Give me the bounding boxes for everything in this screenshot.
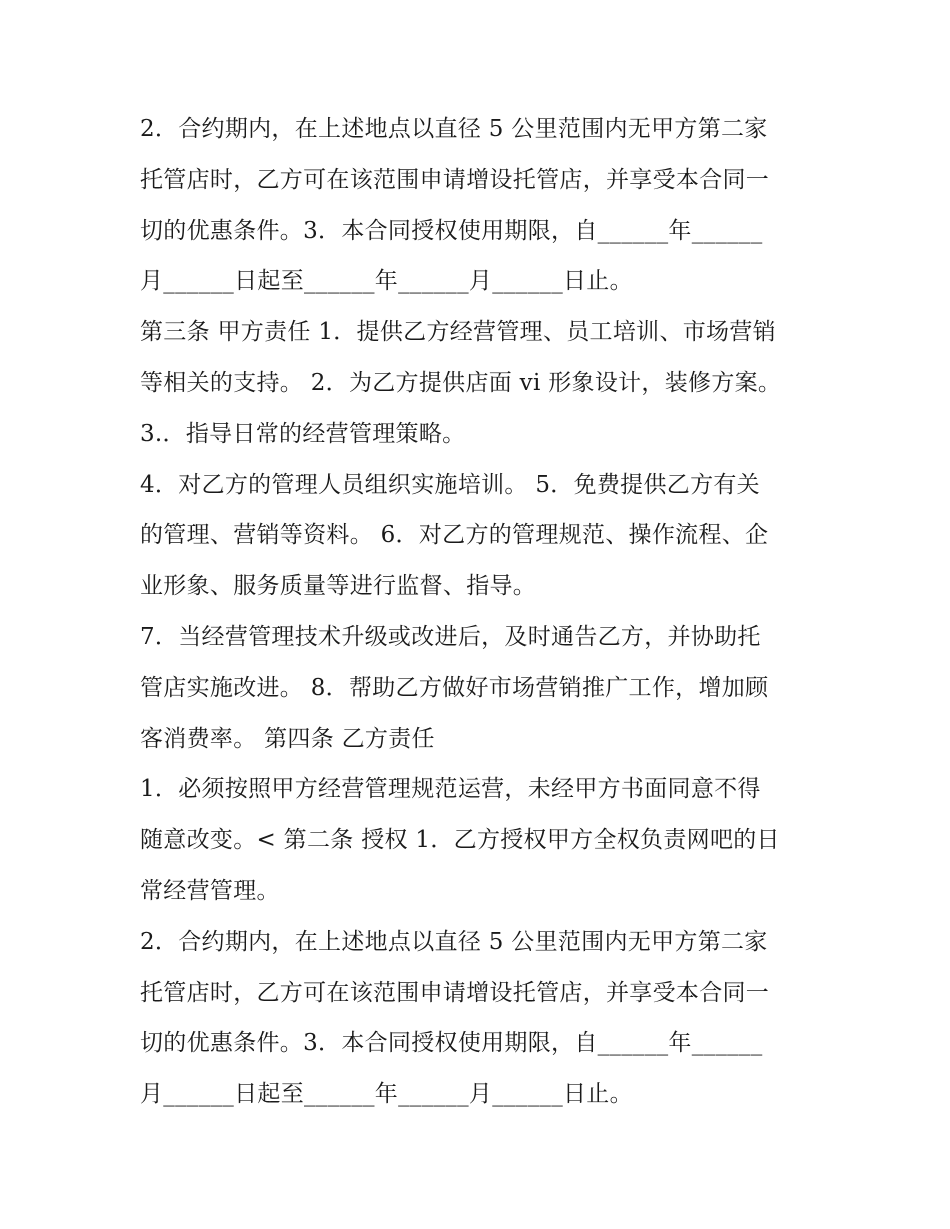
- text-line: 业形象、服务质量等进行监督、指导。: [140, 573, 537, 600]
- text-line: 等相关的支持。 2．为乙方提供店面 vi 形象设计，装修方案。: [140, 369, 782, 396]
- text-line: 管店实施改进。 8．帮助乙方做好市场营销推广工作，增加顾: [140, 674, 769, 701]
- text-line: 托管店时，乙方可在该范围申请增设托管店，并享受本合同一: [140, 979, 770, 1006]
- text-line: 客消费率。 第四条 乙方责任: [140, 725, 435, 752]
- text-line: 4．对乙方的管理人员组织实施培训。 5．免费提供乙方有关: [140, 471, 760, 498]
- text-line: 切的优惠条件。3．本合同授权使用期限，自______年______: [140, 217, 763, 244]
- text-line: 的管理、营销等资料。 6．对乙方的管理规范、操作流程、企: [140, 522, 769, 549]
- text-line: 常经营管理。: [140, 877, 280, 904]
- text-line: 第三条 甲方责任 1．提供乙方经营管理、员工培训、市场营销: [140, 319, 776, 346]
- text-line: 月______日起至______年______月______日止。: [140, 268, 633, 295]
- text-line: 月______日起至______年______月______日止。: [140, 1081, 633, 1108]
- text-line: 2．合约期内，在上述地点以直径 5 公里范围内无甲方第二家: [140, 116, 768, 142]
- text-line: 3.．指导日常的经营管理策略。: [140, 420, 466, 447]
- text-line: 1．必须按照甲方经营管理规范运营，未经甲方书面同意不得: [140, 776, 761, 803]
- document-body: [140, 104, 820, 1120]
- text-line: 2．合约期内，在上述地点以直径 5 公里范围内无甲方第二家: [140, 928, 768, 955]
- text-line: 7．当经营管理技术升级或改进后，及时通告乙方，并协助托: [140, 623, 761, 650]
- text-line: 随意改变。< 第二条 授权 1．乙方授权甲方全权负责网吧的日: [140, 827, 780, 854]
- text-line: 切的优惠条件。3．本合同授权使用期限，自______年______: [140, 1030, 763, 1057]
- text-line: 托管店时，乙方可在该范围申请增设托管店，并享受本合同一: [140, 166, 770, 193]
